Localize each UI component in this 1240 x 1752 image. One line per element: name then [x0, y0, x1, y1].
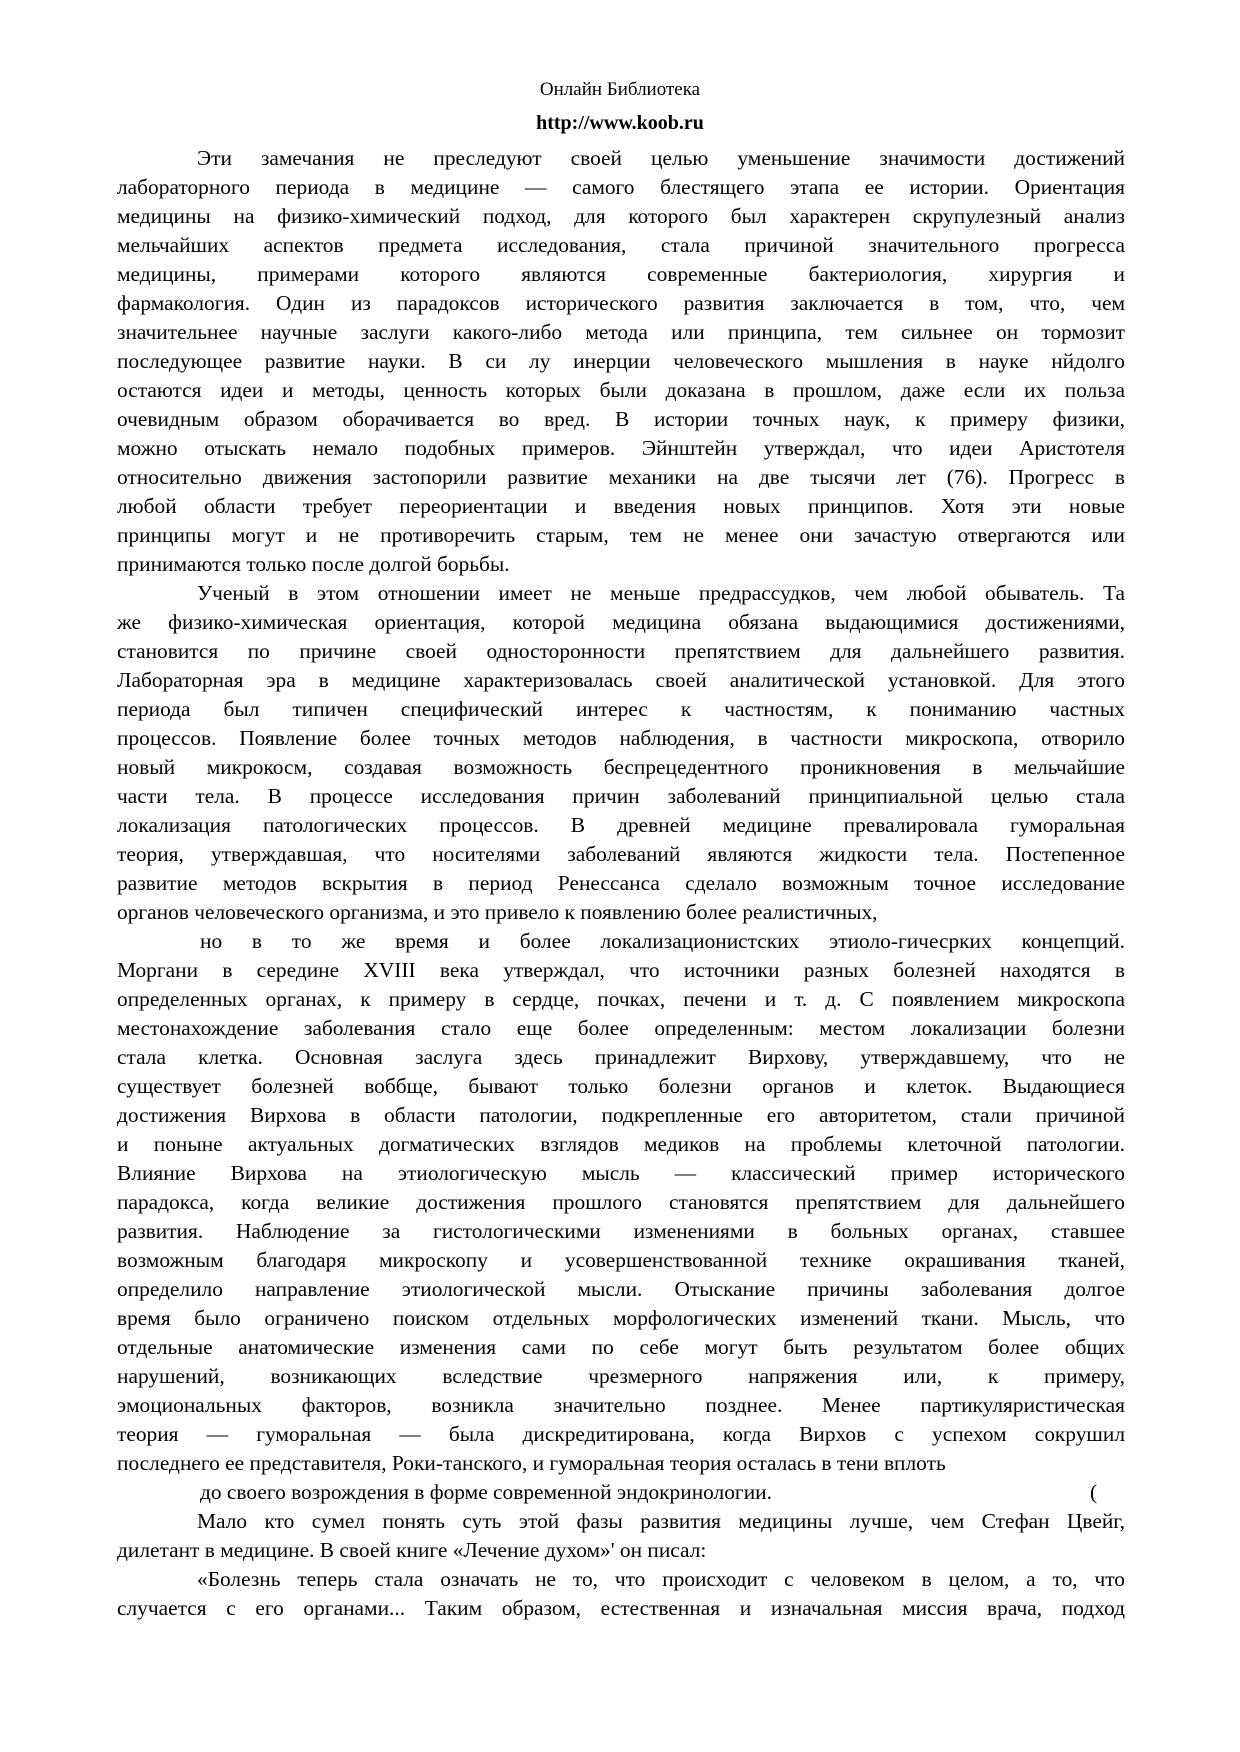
- text-line: время было ограничено поиском отдельных морфологических изменений ткани. Мысль, что: [117, 1306, 1125, 1330]
- text-line: но в то же время и более локализационистских этиоло-гичесрких концепций.: [200, 929, 1125, 953]
- text-line: фармакология. Один из парадоксов исторического развития заключается в том, что, чем: [117, 291, 1125, 315]
- text-line: можно отыскать немало подобных примеров. Эйнштейн утверждал, что идеи Аристотеля: [117, 436, 1125, 460]
- text-line: определенных органах, к примеру в сердце, почках, печени и т. д. С появлением микроскопа: [117, 987, 1125, 1011]
- text-line: лабораторного периода в медицине — самого блестящего этапа ее истории. Ориентация: [117, 175, 1125, 199]
- text-line: «Болезнь теперь стала означать не то, что происходит с человеком в целом, а то, что: [197, 1567, 1125, 1591]
- text-line: периода был типичен специфический интерес к частностям, к пониманию частных: [117, 697, 1125, 721]
- paragraph: [117, 1478, 1125, 1507]
- text-line: становится по причине своей односторонности препятствием для дальнейшего развития.: [117, 639, 1125, 663]
- text-line: развития. Наблюдение за гистологическими изменениями в больных органах, ставшее: [117, 1219, 1125, 1243]
- text-line: возможным благодаря микроскопу и усовершенствованной технике окрашивания тканей,: [117, 1248, 1125, 1272]
- text-line: процессов. Появление более точных методов наблюдения, в частности микроскопа, отворило: [117, 726, 1125, 750]
- document-body: [117, 144, 1125, 1623]
- stray-parenthesis: (: [1090, 1480, 1098, 1504]
- site-title: Онлайн Библиотека: [539, 79, 701, 100]
- text-line: Эти замечания не преследуют своей целью уменьшение значимости достижений: [197, 146, 1125, 170]
- text-line: Лабораторная эра в медицине характеризовалась своей аналитической установкой. Для этого: [117, 668, 1125, 692]
- text-line: принципы могут и не противоречить старым, тем не менее они зачастую отвергаются или: [117, 523, 1125, 547]
- text-line: определило направление этиологической мысли. Отыскание причины заболевания долгое: [117, 1277, 1125, 1301]
- text-line: локализация патологических процессов. В древней медицине превалировала гуморальная: [117, 813, 1125, 837]
- text-line: нарушений, возникающих вследствие чрезмерного напряжения или, к примеру,: [117, 1364, 1125, 1388]
- text-line: относительно движения застопорили развитие механики на две тысячи лет (76). Прогресс в: [117, 465, 1125, 489]
- text-line: Влияние Вирхова на этиологическую мысль — классический пример исторического: [117, 1161, 1125, 1185]
- text-line: достижения Вирхова в области патологии, подкрепленные его авторитетом, стали причиной: [117, 1103, 1125, 1127]
- text-line: мельчайших аспектов предмета исследования, стала причиной значительного прогресса: [117, 233, 1125, 257]
- text-line: органов человеческого организма, и это привело к появлению более реалистичных,: [117, 900, 878, 924]
- text-line: Мало кто сумел понять суть этой фазы развития медицины лучше, чем Стефан Цвейг,: [197, 1509, 1125, 1533]
- text-line: и поныне актуальных догматических взглядов медиков на проблемы клеточной патологии.: [117, 1132, 1125, 1156]
- text-line: последующее развитие науки. В си лу инерции человеческого мышления в науке нйдолго: [117, 349, 1125, 373]
- text-line: последнего ее представителя, Роки-танского, и гуморальная теория осталась в тени вплоть: [117, 1451, 946, 1475]
- text-line: существует болезней воббще, бывают только болезни органов и клеток. Выдающиеся: [117, 1074, 1125, 1098]
- text-line: новый микрокосм, создавая возможность беспрецедентного проникновения в мельчайшие: [117, 755, 1125, 779]
- text-line: теория — гуморальная — была дискредитирована, когда Вирхов с успехом сокрушил: [117, 1422, 1125, 1446]
- text-line: любой области требует переориентации и введения новых принципов. Хотя эти новые: [117, 494, 1125, 518]
- text-line: Моргани в середине XVIII века утверждал, что источники разных болезней находятся в: [117, 958, 1125, 982]
- text-line: же физико-химическая ориентация, которой медицина обязана выдающимися достижениями,: [117, 610, 1125, 634]
- text-line: значительнее научные заслуги какого-либо метода или принципа, тем сильнее он тормозит: [117, 320, 1125, 344]
- paragraph: [117, 927, 1125, 1478]
- text-line: части тела. В процессе исследования причин заболеваний принципиальной целью стала: [117, 784, 1125, 808]
- site-url-link[interactable]: http://www.koob.ru: [536, 112, 704, 134]
- text-line: теория, утверждавшая, что носителями заболеваний являются жидкости тела. Постепенное: [117, 842, 1125, 866]
- text-line: медицины на физико-химический подход, для которого был характерен скрупулезный анализ: [117, 204, 1125, 228]
- text-line: местонахождение заболевания стало еще более определенным: местом локализации болезни: [117, 1016, 1125, 1040]
- text-line: стала клетка. Основная заслуга здесь принадлежит Вирхову, утверждавшему, что не: [117, 1045, 1125, 1069]
- text-line: дилетант в медицине. В своей книге «Лечение духом»' он писал:: [117, 1538, 707, 1562]
- text-line: очевидным образом оборачивается во вред. В истории точных наук, к примеру физики,: [117, 407, 1125, 431]
- text-line: отдельные анатомические изменения сами по себе могут быть результатом более общих: [117, 1335, 1125, 1359]
- paragraph: [117, 579, 1125, 927]
- paragraph: [117, 1507, 1125, 1565]
- paragraph: [117, 1565, 1125, 1623]
- text-line: остаются идеи и методы, ценность которых были доказана в прошлом, даже если их польза: [117, 378, 1125, 402]
- text-line: эмоциональных факторов, возникла значительно позднее. Менее партикуляристическая: [117, 1393, 1125, 1417]
- text-line: развитие методов вскрытия в период Ренессанса сделало возможным точное исследование: [117, 871, 1125, 895]
- text-line: случается с его органами... Таким образом, естественная и изначальная миссия врача, подход: [117, 1596, 1125, 1620]
- text-line: принимаются только после долгой борьбы.: [117, 552, 510, 576]
- text-line: медицины, примерами которого являются современные бактериология, хирургия и: [117, 262, 1125, 286]
- text-line: парадокса, когда великие достижения прошлого становятся препятствием для дальнейшего: [117, 1190, 1125, 1214]
- text-line: до своего возрождения в форме современной эндокринологии.: [200, 1480, 772, 1504]
- paragraph: [117, 144, 1125, 579]
- text-line: Ученый в этом отношении имеет не меньше предрассудков, чем любой обыватель. Та: [197, 581, 1125, 605]
